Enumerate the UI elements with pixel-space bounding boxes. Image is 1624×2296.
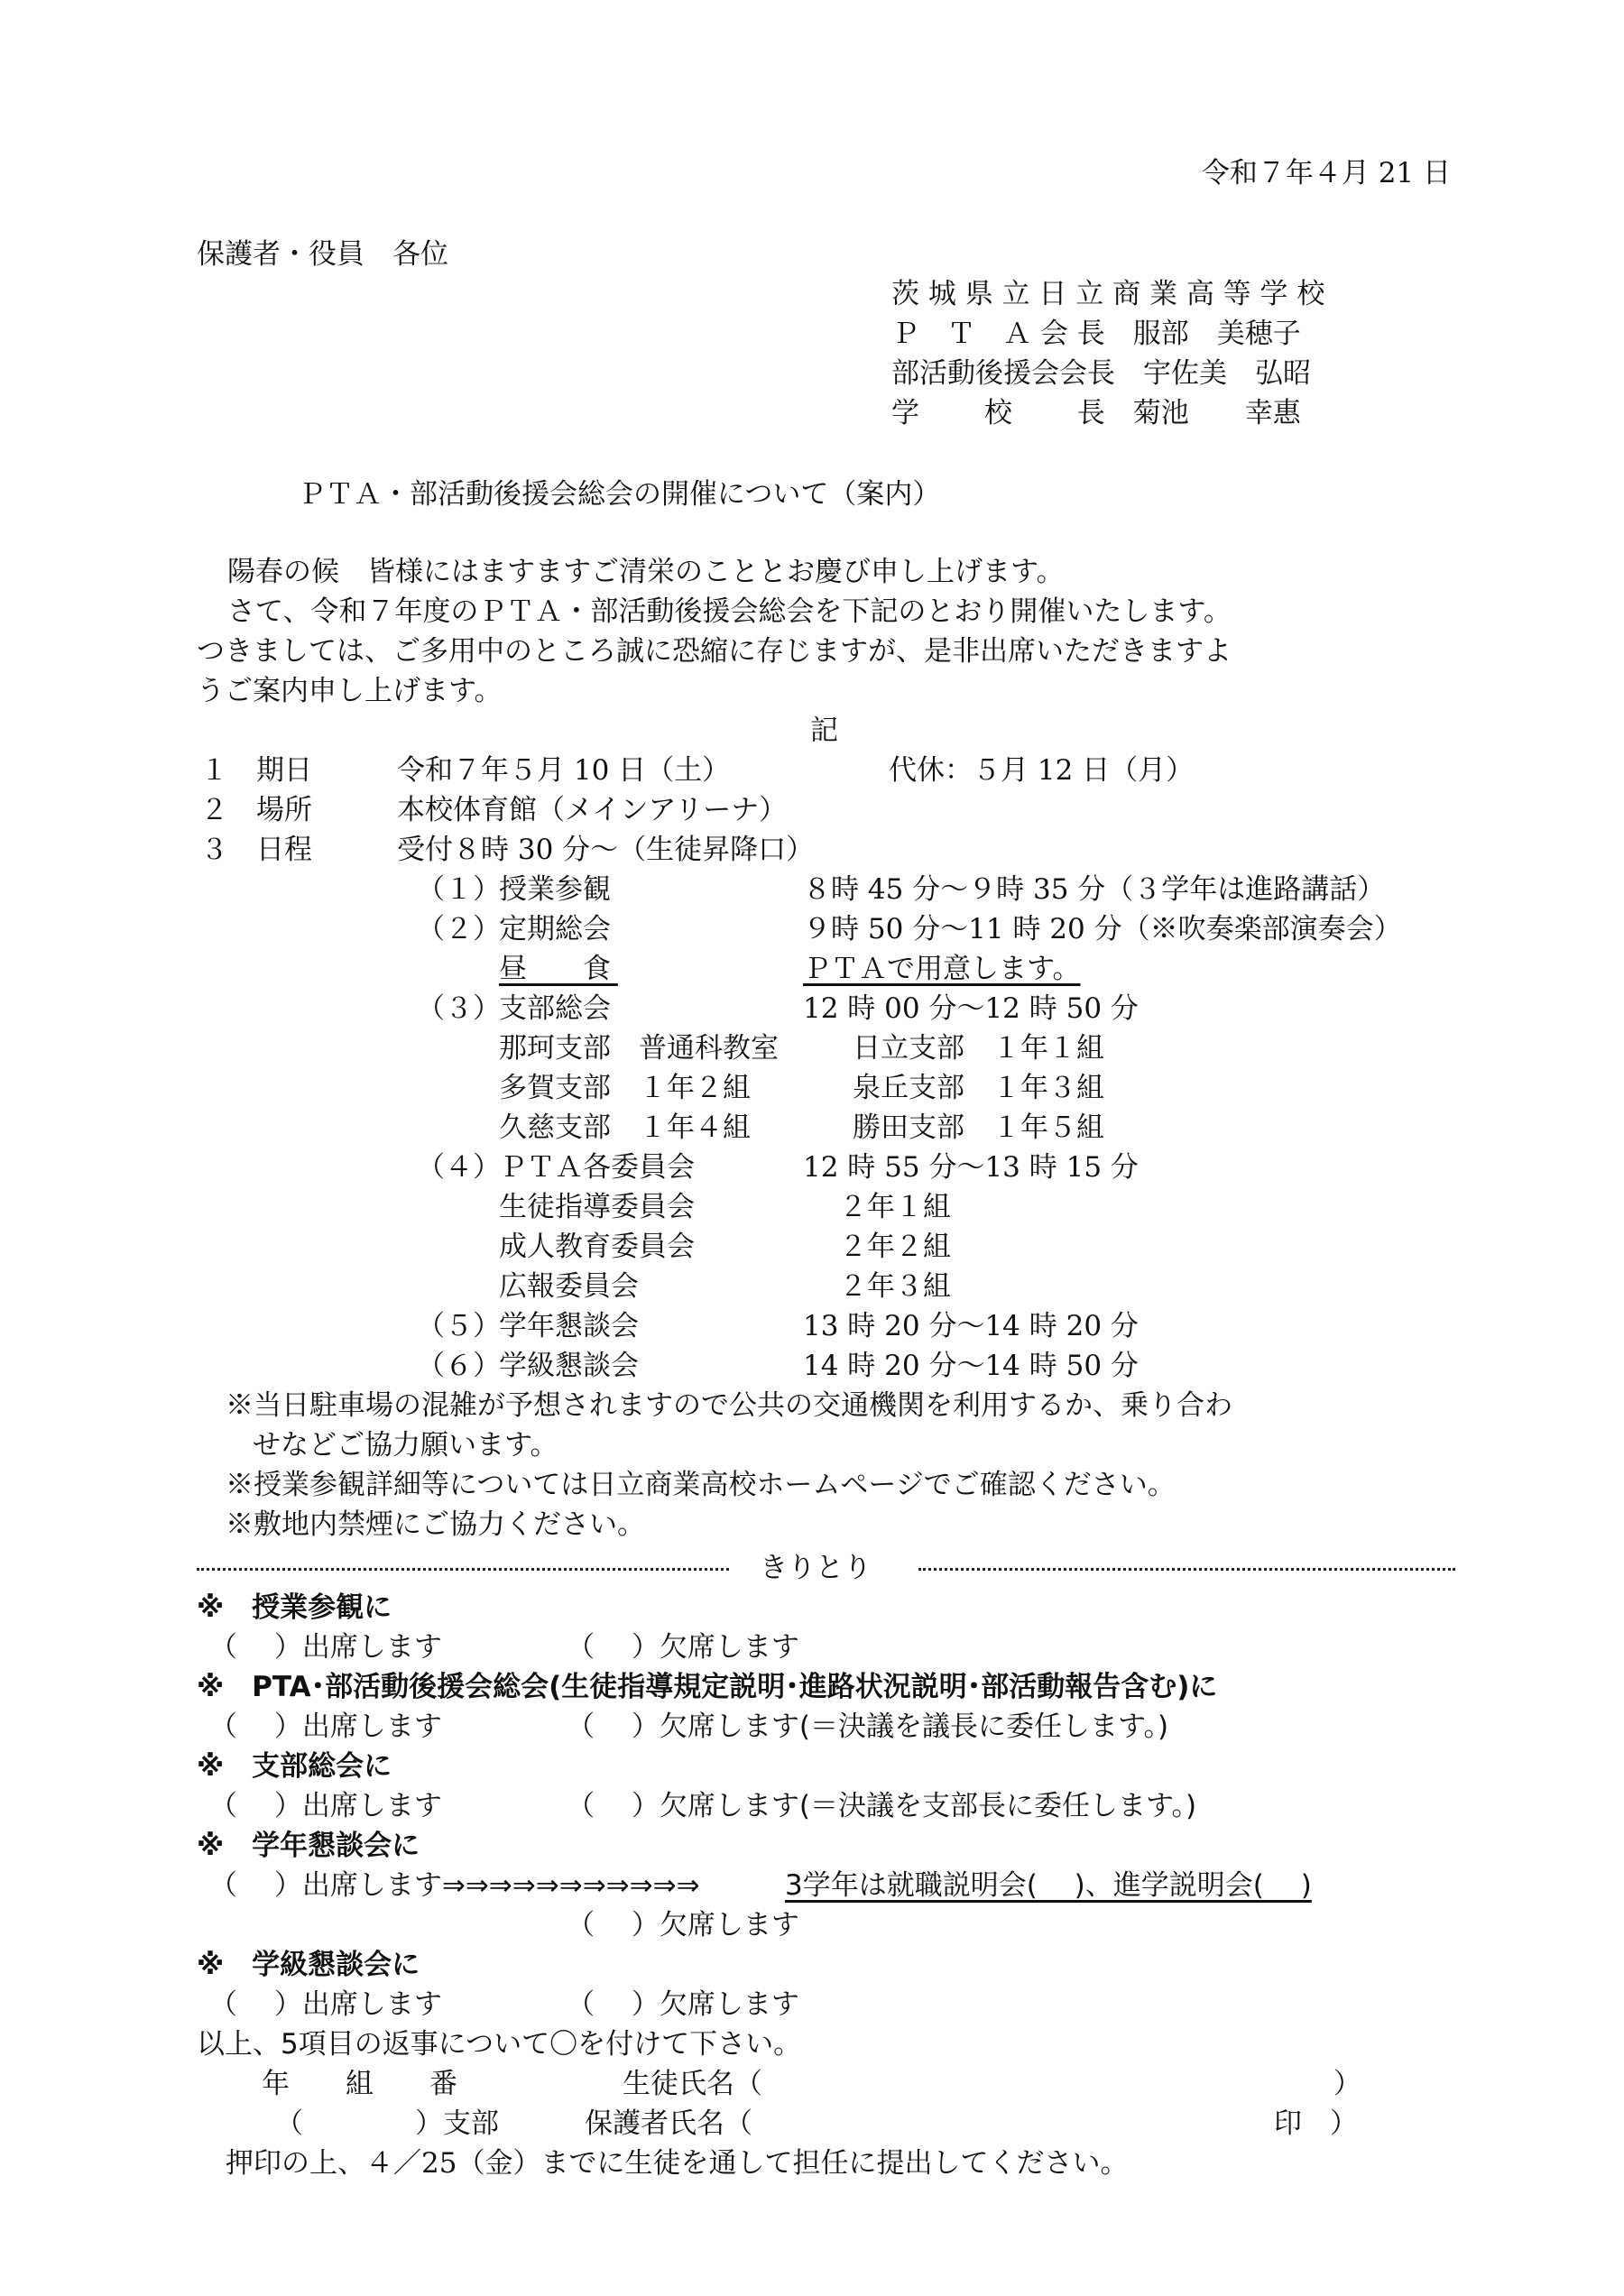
q1-absent-option[interactable]: （ ）欠席します: [567, 1631, 799, 1664]
seal-label: 印 ）: [1274, 2107, 1358, 2140]
guardian-name-label: 保護者氏名（: [585, 2107, 752, 2140]
q5-attend-option[interactable]: （ ）出席します: [209, 1988, 442, 2021]
sender-school: 茨 城 県 立 日 立 商 業 高 等 学 校: [891, 278, 1325, 310]
q4-grade3-options[interactable]: 3学年は就職説明会( )、進学説明会( ): [785, 1869, 1312, 1902]
schedule-name: 学年懇談会: [499, 1310, 639, 1342]
note-line: ※授業参観詳細等については日立商業高校ホームページでご確認ください。: [226, 1469, 1176, 1501]
schedule-name: 学級懇談会: [499, 1350, 639, 1382]
intro-line: つきましては、ご多用中のところ誠に恐縮に存じますが、是非出席いただきますよ: [197, 635, 1232, 668]
q5-title: ※ 学級懇談会に: [197, 1949, 420, 1981]
note-line: ※敷地内禁煙にご協力ください。: [226, 1508, 645, 1541]
q5-absent-option[interactable]: （ ）欠席します: [567, 1988, 799, 2021]
q2-attend-option[interactable]: （ ）出席します: [209, 1710, 442, 1743]
q4-attend-option[interactable]: （ ）出席します⇒⇒⇒⇒⇒⇒⇒⇒⇒⇒⇒: [209, 1869, 700, 1902]
note-line: せなどご協力願います。: [253, 1429, 558, 1462]
committee-room: ２年３組: [839, 1270, 951, 1303]
branch-room: 多賀支部 １年２組: [499, 1072, 751, 1104]
schedule-num: （４）: [417, 1151, 501, 1184]
schedule-time: ８時 45 分～９時 35 分（３学年は進路講話）: [803, 873, 1386, 906]
schedule-num: （６）: [417, 1350, 501, 1382]
branch-room: 日立支部 １年１組: [853, 1032, 1104, 1065]
schedule-time: 14 時 20 分～14 時 50 分: [803, 1350, 1139, 1382]
deadline-note: 押印の上、４／25（金）までに生徒を通して担任に提出してください。: [226, 2147, 1129, 2180]
sender-principal: 学 校 長 菊池 幸惠: [891, 397, 1301, 429]
intro-line: 陽春の候 皆様にはますますご清栄のこととお慶び申し上げます。: [227, 556, 1065, 588]
page-title: ＰＴＡ・部活動後援会総会の開催について（案内）: [298, 478, 941, 511]
schedule-name: 定期総会: [499, 913, 611, 945]
committee-name: 生徒指導委員会: [499, 1191, 695, 1223]
sender-pta-president: Ｐ Ｔ Ａ 会 長 服部 美穂子: [891, 318, 1301, 350]
q3-absent-option[interactable]: （ ）欠席します(＝決議を支部長に委任します。): [567, 1790, 1197, 1822]
schedule-time: 12 時 00 分～12 時 50 分: [803, 992, 1139, 1025]
ki-heading: 記: [810, 715, 838, 747]
q2-absent-option[interactable]: （ ）欠席します(＝決議を議長に委任します。): [567, 1710, 1169, 1743]
schedule-name: 支部総会: [499, 992, 611, 1025]
branch-room: 那珂支部 普通科教室: [499, 1032, 779, 1065]
date-value: 令和７年５月 10 日（土）: [397, 754, 731, 787]
reply-instruction: 以上、5項目の返事について〇を付けて下さい。: [197, 2028, 802, 2061]
reception-time: 受付８時 30 分～（生徒昇降口）: [397, 834, 815, 866]
schedule-num: （２）: [417, 913, 501, 945]
schedule-num: （３）: [417, 992, 501, 1025]
recipients: 保護者・役員 各位: [197, 238, 448, 271]
schedule-label: ３ 日程: [200, 834, 312, 866]
q4-title: ※ 学年懇談会に: [197, 1830, 420, 1862]
date-label: １ 期日: [200, 754, 312, 787]
schedule-num: （５）: [417, 1310, 501, 1342]
intro-line: うご案内申し上げます。: [197, 675, 503, 707]
lunch-note: ＰＴＡで用意します。: [803, 953, 1081, 985]
branch-room: 久慈支部 １年４組: [499, 1111, 751, 1144]
q4-absent-option[interactable]: （ ）欠席します: [567, 1909, 799, 1941]
schedule-time: 13 時 20 分～14 時 20 分: [803, 1310, 1139, 1342]
committee-room: ２年２組: [839, 1231, 951, 1263]
student-name-label: 生徒氏名（: [623, 2068, 762, 2100]
committee-name: 広報委員会: [499, 1270, 639, 1303]
issue-date: 令和７年４月 21 日: [1201, 157, 1451, 189]
branch-room: 勝田支部 １年５組: [853, 1111, 1104, 1144]
note-line: ※当日駐車場の混雑が予想されますので公共の交通機関を利用するか、乗り合わ: [226, 1389, 1232, 1422]
schedule-time: ９時 50 分～11 時 20 分（※吹奏楽部演奏会）: [803, 913, 1402, 945]
schedule-time: 12 時 55 分～13 時 15 分: [803, 1151, 1139, 1184]
branch-field[interactable]: （ ）支部: [275, 2107, 499, 2140]
q3-title: ※ 支部総会に: [197, 1750, 392, 1783]
cut-label: きりとり: [760, 1552, 872, 1584]
committee-name: 成人教育委員会: [499, 1231, 695, 1263]
place-label: ２ 場所: [200, 794, 312, 826]
intro-line: さて、令和７年度のＰＴＡ・部活動後援会総会を下記のとおり開催いたします。: [227, 595, 1232, 628]
cut-line-right: [918, 1568, 1455, 1571]
holiday-note: 代休：５月 12 日（月）: [889, 754, 1195, 787]
branch-room: 泉丘支部 １年３組: [853, 1072, 1104, 1104]
schedule-num: （１）: [417, 873, 501, 906]
schedule-name: ＰＴＡ各委員会: [499, 1151, 695, 1184]
q1-attend-option[interactable]: （ ）出席します: [209, 1631, 442, 1664]
lunch-label: 昼 食: [499, 953, 611, 985]
place-value: 本校体育館（メインアリーナ）: [397, 794, 788, 826]
committee-room: ２年１組: [839, 1191, 951, 1223]
grade-class-number-field[interactable]: 年 組 番: [262, 2068, 457, 2100]
student-name-close: ）: [1333, 2068, 1361, 2100]
cut-line-left: [197, 1568, 729, 1571]
q2-title: ※ PTA･部活動後援会総会(生徒指導規定説明･進路状況説明･部活動報告含む)に: [197, 1671, 1218, 1703]
sender-club-president: 部活動後援会会長 宇佐美 弘昭: [891, 357, 1311, 390]
q1-title: ※ 授業参観に: [197, 1591, 392, 1624]
schedule-name: 授業参観: [499, 873, 611, 906]
q3-attend-option[interactable]: （ ）出席します: [209, 1790, 442, 1822]
